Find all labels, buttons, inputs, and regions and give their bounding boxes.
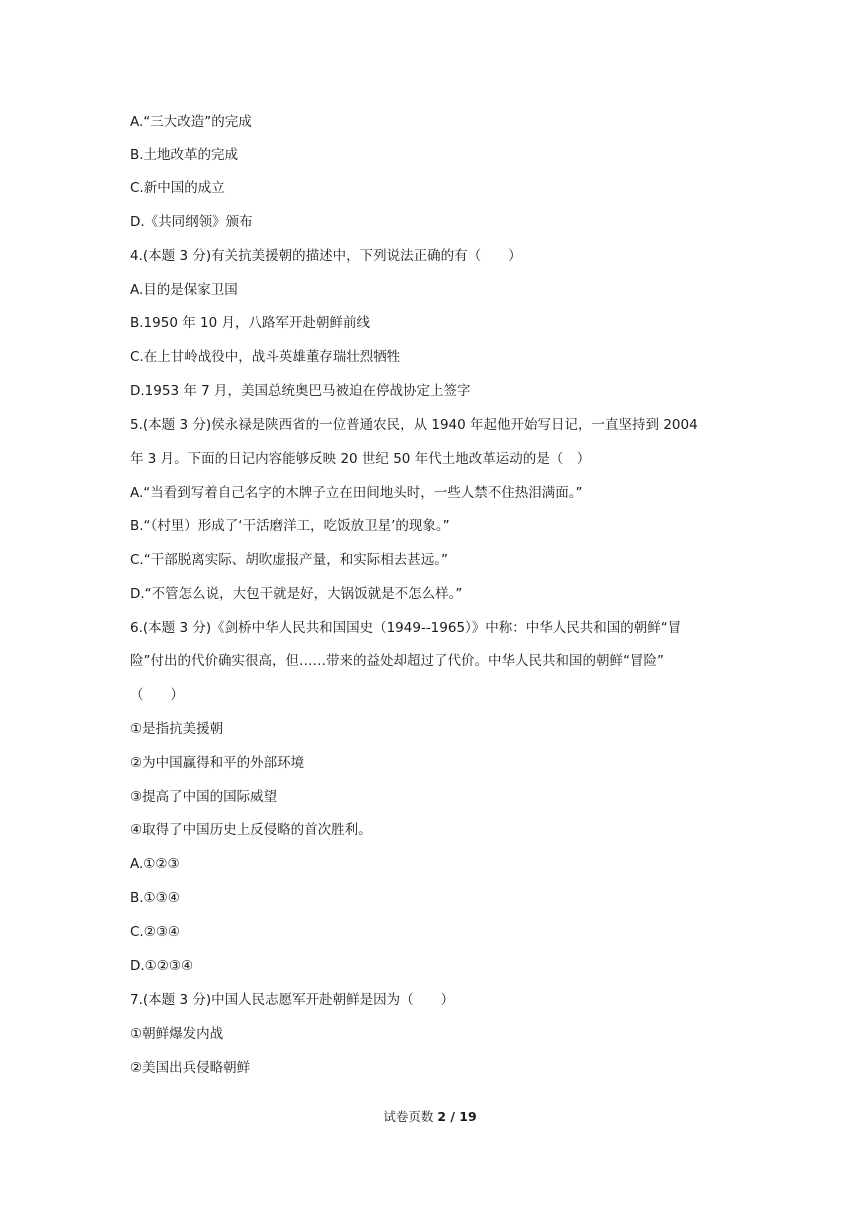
option-3c: C.新中国的成立 — [130, 180, 225, 196]
statement-6-4: ④取得了中国历史上反侵略的首次胜利。 — [130, 822, 372, 838]
footer-label: 试卷页数 — [383, 1109, 434, 1124]
page-number: 2 / 19 — [437, 1109, 477, 1124]
option-5b: B.“（村里）形成了‘干活磨洋工，吃饭放卫星’的现象。” — [130, 518, 450, 534]
option-4d: D.1953 年 7 月，美国总统奥巴马被迫在停战协定上签字 — [130, 383, 471, 399]
option-6a: A.①②③ — [130, 856, 180, 872]
question-5-stem-line-2: 年 3 月。下面的日记内容能够反映 20 世纪 50 年代土地改革运动的是（ ） — [130, 451, 591, 467]
statement-6-1: ①是指抗美援朝 — [130, 721, 224, 737]
option-4a: A.目的是保家卫国 — [130, 282, 238, 298]
option-6c: C.②③④ — [130, 924, 181, 940]
option-6b: B.①③④ — [130, 890, 180, 906]
option-4b: B.1950 年 10 月，八路军开赴朝鲜前线 — [130, 315, 370, 331]
option-3a: A.“三大改造”的完成 — [130, 114, 252, 130]
question-6-stem-line-1: 6.(本题 3 分)《剑桥中华人民共和国国史（1949--1965）》中称：中华人民共和国的朝鲜“冒 — [130, 620, 682, 636]
statement-6-2: ②为中国赢得和平的外部环境 — [130, 755, 305, 771]
statement-6-3: ③提高了中国的国际威望 — [130, 789, 278, 805]
page-footer — [0, 1108, 860, 1126]
question-4-stem: 4.(本题 3 分)有关抗美援朝的描述中，下列说法正确的有（ ） — [130, 248, 522, 264]
question-5-stem-line-1: 5.(本题 3 分)侯永禄是陕西省的一位普通农民，从 1940 年起他开始写日记，一直坚持到 2004 — [130, 417, 698, 433]
option-6d: D.①②③④ — [130, 958, 194, 974]
statement-7-1: ①朝鲜爆发内战 — [130, 1026, 224, 1042]
option-5d: D.“不管怎么说，大包干就是好，大锅饭就是不怎么样。” — [130, 586, 463, 602]
question-6-answer-blank: （ ） — [130, 687, 184, 703]
question-6-stem-line-2: 险”付出的代价确实很高，但……带来的益处却超过了代价。中华人民共和国的朝鲜“冒险” — [130, 653, 664, 669]
statement-7-2: ②美国出兵侵略朝鲜 — [130, 1060, 251, 1076]
option-3b: B.土地改革的完成 — [130, 147, 239, 163]
option-5a: A.“当看到写着自己名字的木牌子立在田间地头时，一些人禁不住热泪满面。” — [130, 485, 583, 501]
question-7-stem: 7.(本题 3 分)中国人民志愿军开赴朝鲜是因为（ ） — [130, 992, 455, 1008]
option-5c: C.“干部脱离实际、胡吹虚报产量，和实际相去甚远。” — [130, 552, 448, 568]
option-3d: D.《共同纲领》颁布 — [130, 214, 253, 230]
option-4c: C.在上甘岭战役中，战斗英雄董存瑞壮烈牺牲 — [130, 349, 401, 365]
